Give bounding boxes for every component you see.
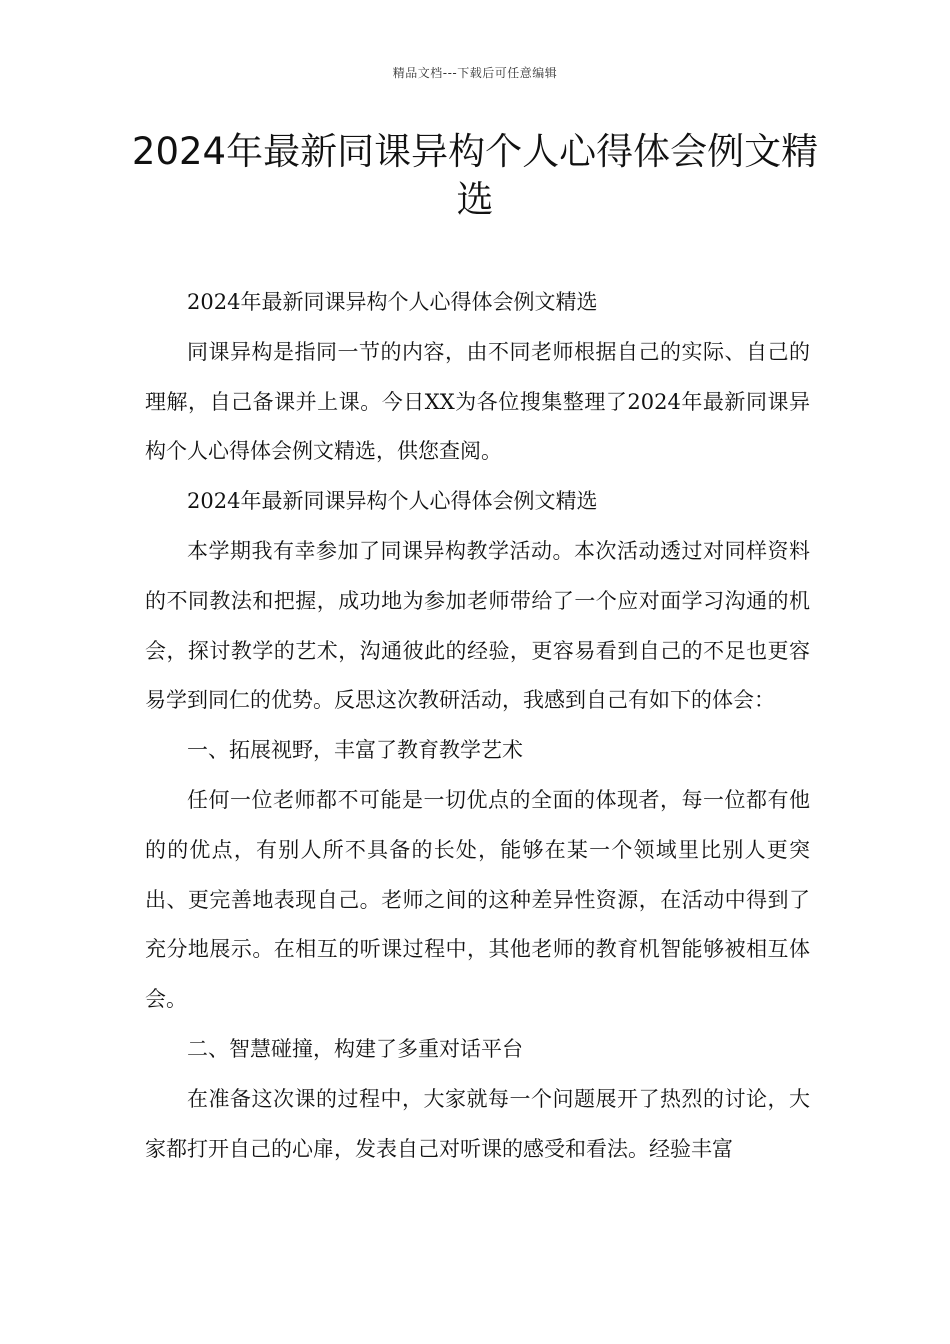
document-title: 2024年最新同课异构个人心得体会例文精选 <box>131 130 819 221</box>
paragraph-intro: 同课异构是指同一节的内容，由不同老师根据自己的实际、自己的理解，自己备课并上课。今日XX为各位搜集整理了2024年最新同课异构个人心得体会例文精选，供您查阅。 <box>145 339 810 464</box>
header-note: 精品文档---下载后可任意编辑 <box>392 66 558 80</box>
section-heading-2: 二、智慧碰撞，构建了多重对话平台 <box>187 1036 523 1061</box>
paragraph-subtitle: 2024年最新同课异构个人心得体会例文精选 <box>187 290 598 314</box>
paragraph-section-2: 在准备这次课的过程中，大家就每一个问题展开了热烈的讨论，大家都打开自己的心扉，发表自己对听课的感受和看法。经验丰富 <box>145 1086 810 1161</box>
paragraph-reflection: 本学期我有幸参加了同课异构教学活动。本次活动透过对同样资料的不同教法和把握，成功地为参加老师带给了一个应对面学习沟通的机会，探讨教学的艺术，沟通彼此的经验，更容易看到自己的不足也更容易学到同仁的优势。反思这次教研活动，我感到自己有如下的体会： <box>145 538 810 713</box>
paragraph-section-1: 任何一位老师都不可能是一切优点的全面的体现者，每一位都有他的的优点，有别人所不具备的长处，能够在某一个领域里比别人更突出、更完善地表现自己。老师之间的这种差异性资源，在活动中得到了充分地展示。在相互的听课过程中，其他老师的教育机智能够被相互体会。 <box>145 787 810 1012</box>
section-heading-1: 一、拓展视野，丰富了教育教学艺术 <box>187 738 523 763</box>
document-body <box>145 278 810 1174</box>
paragraph-subtitle-repeat: 2024年最新同课异构个人心得体会例文精选 <box>187 489 598 514</box>
